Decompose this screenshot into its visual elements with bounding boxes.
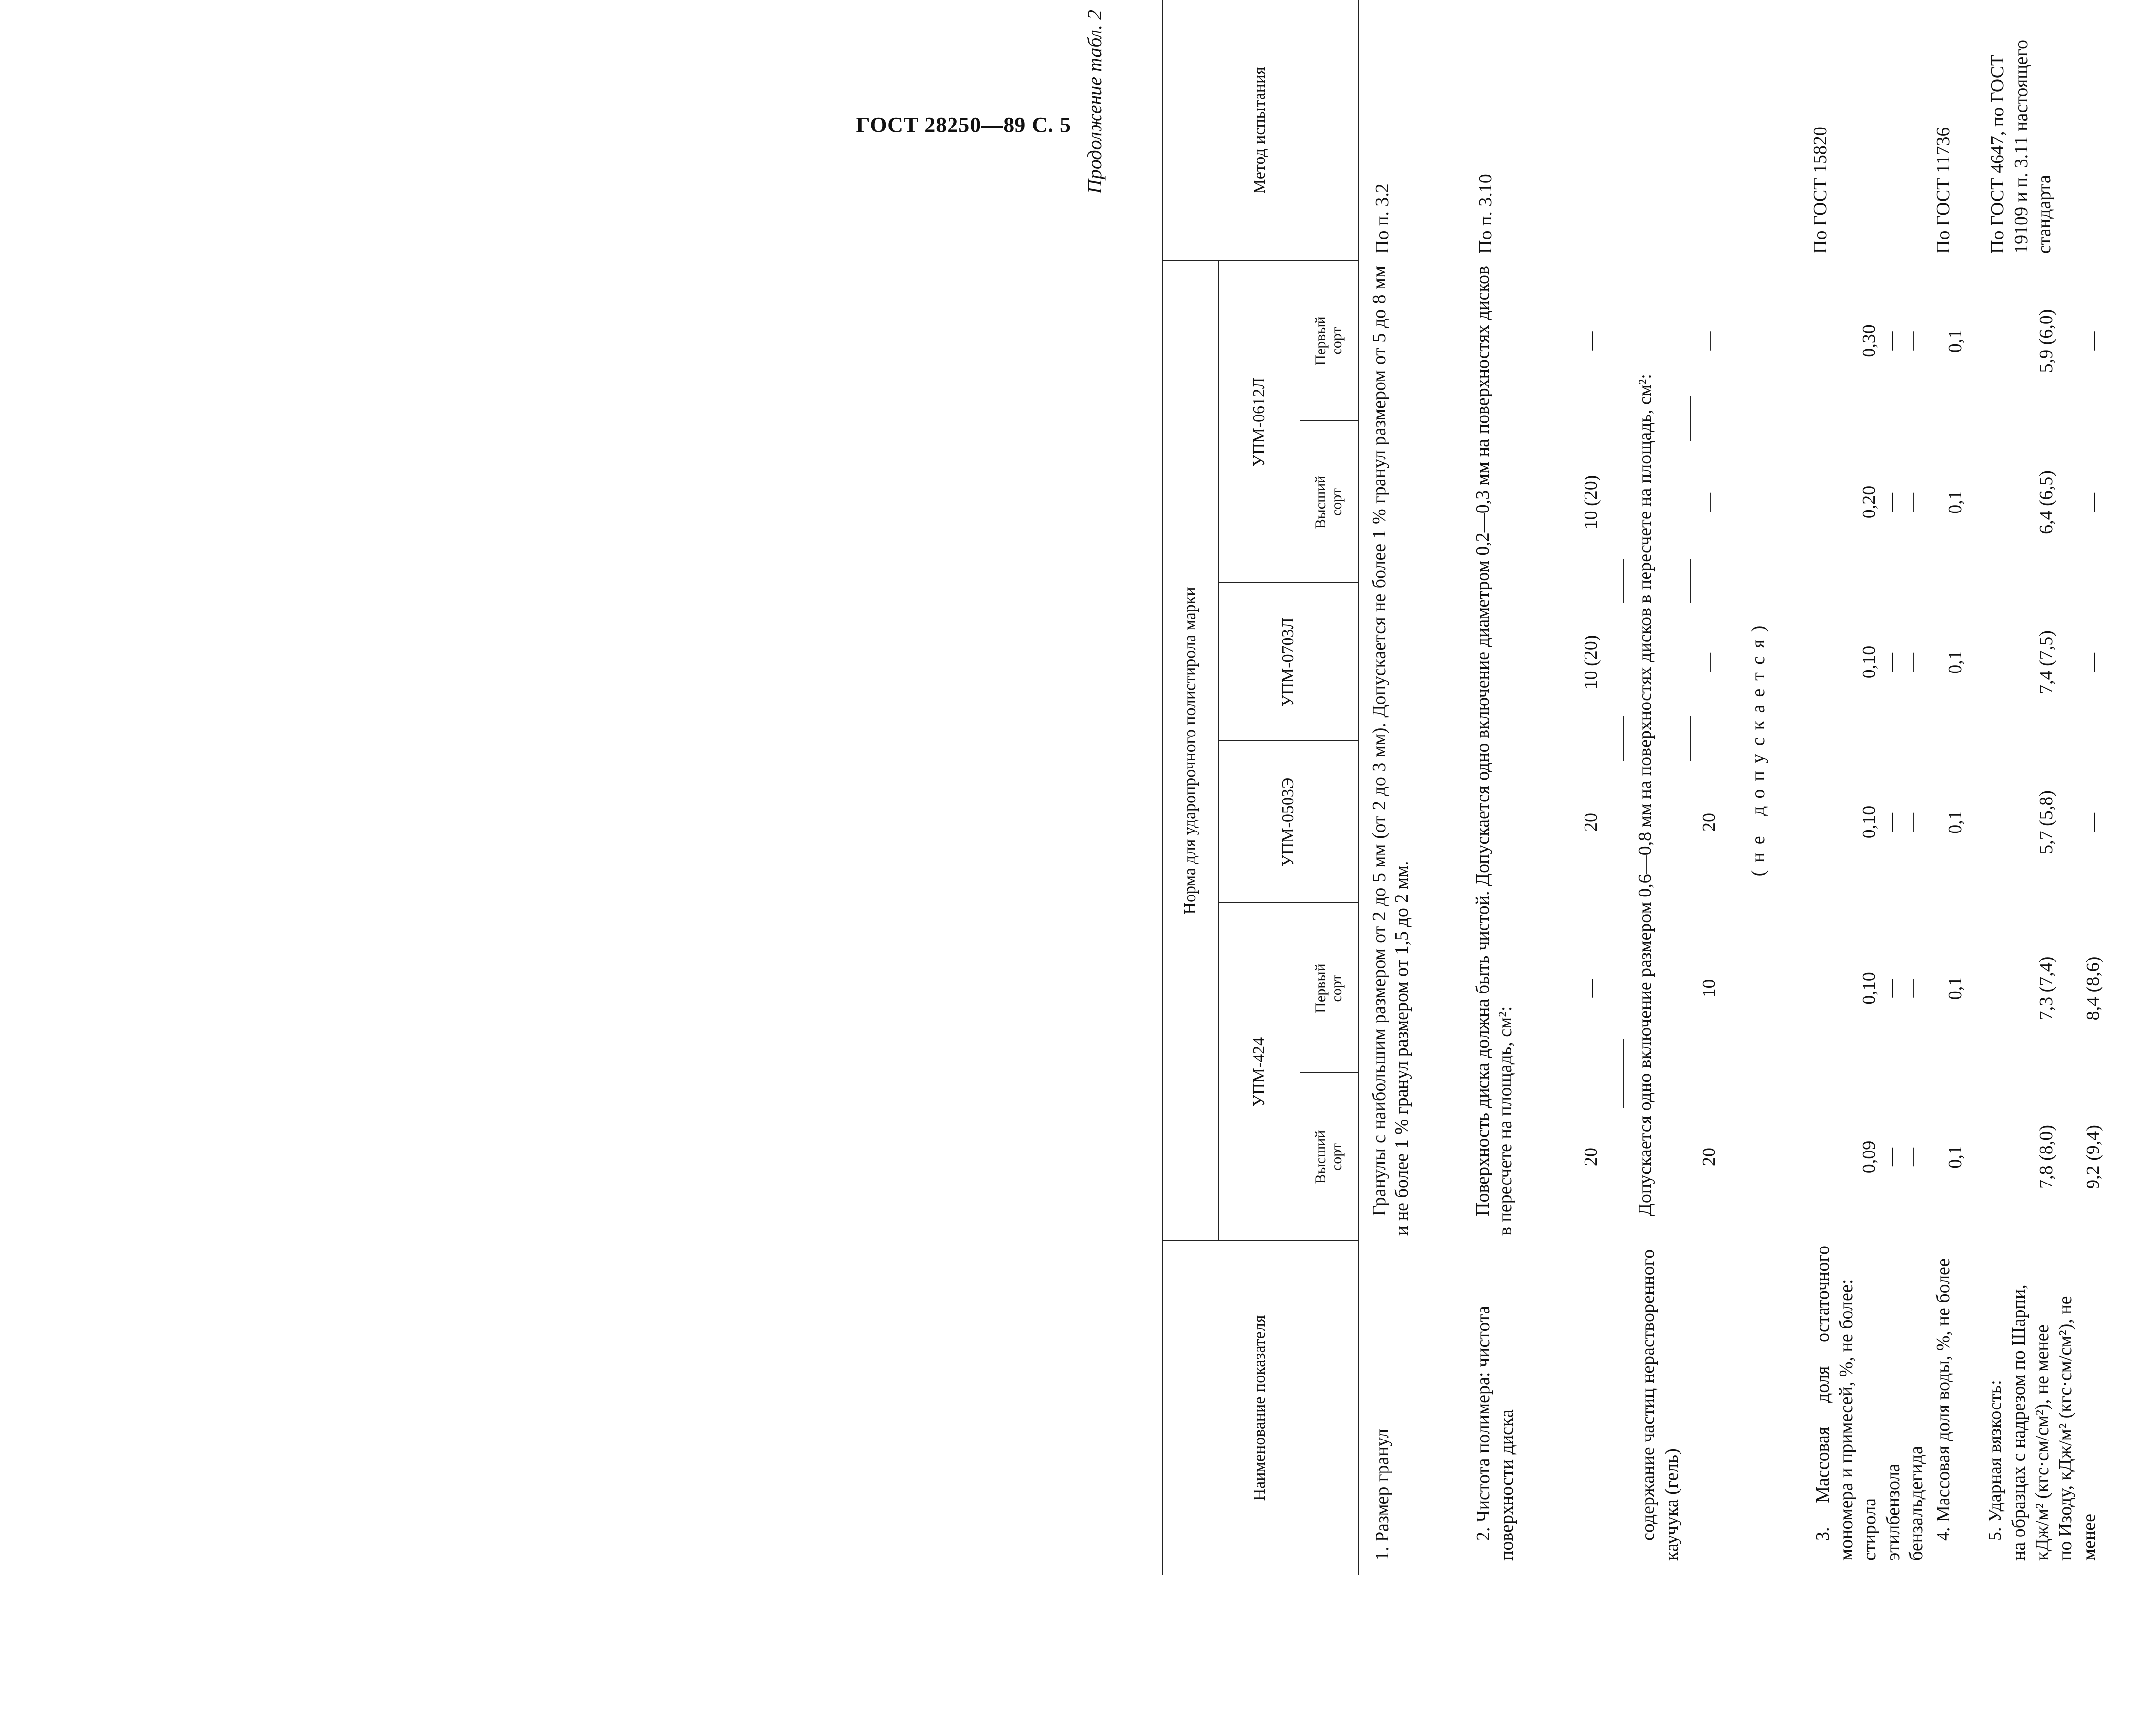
row2-name: 2. Чистота полимера: чистота поверхности диска — [1473, 1306, 1517, 1561]
row4-method: По ГОСТ 11736 — [1933, 127, 1954, 254]
row2-v5: — — [1581, 331, 1601, 351]
header-method: Метод испытания — [1250, 67, 1269, 194]
grade-upm-0612l: УПМ-0612Л — [1249, 377, 1268, 467]
row2-value-rule-2 — [1623, 716, 1624, 761]
row3-sub-ethylbenzene: этилбензола — [1882, 1463, 1903, 1561]
row2-v1: — — [1581, 979, 1601, 998]
grade-upm-424: УПМ-424 — [1249, 1037, 1268, 1107]
row4-v0: 0,1 — [1945, 1145, 1966, 1169]
row5-izod-0: 9,2 (9,4) — [2083, 1125, 2103, 1189]
row3-benz-5: — — [1902, 331, 1923, 351]
row3-name: 3. Массовая доля остаточного мономера и примесей, %, не более: — [1812, 1246, 1857, 1561]
row2b-value-rule-1 — [1690, 716, 1691, 761]
row4-v4: 0,1 — [1945, 490, 1966, 514]
row5-charpy-2: 5,7 (5,8) — [2036, 790, 2057, 854]
row5-method: По ГОСТ 4647, по ГОСТ 19109 и п. 3.11 настоящего стандарта — [1987, 40, 2055, 254]
row2-method: По п. 3.10 — [1475, 174, 1496, 254]
row4-v2: 0,1 — [1945, 810, 1966, 834]
row2-v3: 10 (20) — [1581, 635, 1601, 690]
row5-sub-izod: по Изоду, кДж/м² (кгс·см/см²), не менее — [2055, 1296, 2099, 1561]
row2b-v1: 10 — [1699, 979, 1719, 998]
row3-ethyl-0: — — [1880, 1148, 1901, 1166]
row2b-name: содержание частиц нерастворенного каучука (гель) — [1638, 1249, 1682, 1561]
row3-ethyl-3: — — [1880, 653, 1901, 672]
row2b-not-allowed: (не допускается) — [1748, 617, 1769, 877]
row5-charpy-0: 7,8 (8,0) — [2036, 1125, 2057, 1189]
page-header: ГОСТ 28250—89 С. 5 — [856, 113, 1071, 137]
row1-method: По п. 3.2 — [1372, 183, 1393, 254]
row2-value-rule-1 — [1623, 1039, 1624, 1108]
row3-styrene-0: 0,09 — [1859, 1140, 1879, 1174]
row2b-v0: 20 — [1699, 1148, 1719, 1166]
row3-ethyl-4: — — [1880, 493, 1901, 512]
row3-ethyl-2: — — [1880, 813, 1901, 832]
row3-styrene-2: 0,10 — [1859, 805, 1879, 839]
row2b-note: Допускается одно включение размером 0,6—0,8 мм на поверхностях дисков в пересчете на площадь, см²: — [1635, 374, 1655, 1216]
row3-method: По ГОСТ 15820 — [1810, 127, 1831, 254]
row4-name: 4. Массовая доля воды, %, не более — [1933, 1258, 1954, 1541]
header-bottom-rule — [1358, 0, 1359, 1575]
row3-ethyl-5: — — [1880, 331, 1901, 351]
row2b-value-rule-2 — [1690, 559, 1691, 603]
header-norm: Норма для ударопрочного полистирола марки — [1180, 587, 1199, 915]
row5-charpy-3: 7,4 (7,5) — [2036, 630, 2057, 694]
row3-benz-4: — — [1902, 493, 1923, 512]
row5-charpy-4: 6,4 (6,5) — [2036, 470, 2057, 534]
row3-benz-0: — — [1902, 1148, 1923, 1166]
row4-v3: 0,1 — [1945, 650, 1966, 674]
row5-izod-3: — — [2083, 653, 2103, 672]
row4-v1: 0,1 — [1945, 976, 1966, 1000]
row5-name: 5. Ударная вязкость: — [1985, 1380, 2005, 1541]
row2-v0: 20 — [1581, 1148, 1601, 1166]
row3-sub-styrene: стирола — [1859, 1498, 1880, 1561]
sort-top-424: Высший сорт — [1312, 1130, 1345, 1184]
sort-top-0612: Высший сорт — [1312, 475, 1345, 529]
row3-ethyl-1: — — [1880, 979, 1901, 998]
row4-v5: 0,1 — [1945, 329, 1966, 353]
row1-note: Гранулы с наибольшим размером от 2 до 5 мм (от 2 до 3 мм). Допускается не более 1 % гранул размером от 5 до 8 мм и не более 1 % гранул размером от 1,5 до 2 мм. — [1369, 266, 1412, 1236]
row3-benz-1: — — [1902, 979, 1923, 998]
row2b-v3: — — [1699, 653, 1719, 672]
grade-upm-0503e: УПМ-0503Э — [1278, 777, 1297, 867]
row3-sub-benzaldehyde: бензальдегида — [1906, 1446, 1927, 1561]
grade-upm-0703l: УПМ-0703Л — [1278, 617, 1297, 707]
row5-charpy-5: 5,9 (6,0) — [2036, 309, 2057, 373]
row3-styrene-3: 0,10 — [1859, 645, 1879, 679]
row5-izod-5: — — [2083, 331, 2103, 351]
row2b-v2: 20 — [1699, 813, 1719, 832]
row5-sub-charpy: на образцах с надрезом по Шарпи, кДж/м² (кгс·см/см²), не менее — [2008, 1284, 2053, 1561]
row2-note: Поверхность диска должна быть чистой. Допускается одно включение диаметром 0,2—0,3 мм на поверхностях дисков в пересчете на площадь, см²: — [1472, 266, 1516, 1236]
row2b-v5: — — [1699, 331, 1719, 351]
row2-value-rule-3 — [1623, 559, 1624, 603]
row5-izod-4: — — [2083, 493, 2103, 512]
row3-styrene-1: 0,10 — [1859, 972, 1879, 1005]
row2-v2: 20 — [1581, 813, 1601, 832]
row2b-value-rule-3 — [1690, 396, 1691, 441]
row2b-v4: — — [1699, 493, 1719, 512]
row3-styrene-5: 0,30 — [1859, 324, 1879, 357]
row1-name: 1. Размер гранул — [1372, 1429, 1393, 1561]
sort-first-0612: Первый сорт — [1312, 316, 1345, 366]
row5-izod-1: 8,4 (8,6) — [2083, 956, 2103, 1021]
row3-benz-2: — — [1902, 813, 1923, 832]
rotated-table — [1083, 0, 2156, 1575]
row3-benz-3: — — [1902, 653, 1923, 672]
sort-first-424: Первый сорт — [1312, 963, 1345, 1013]
header-indicator: Наименование показателя — [1250, 1315, 1269, 1501]
table-caption: Продолжение табл. 2 — [1083, 10, 1106, 194]
row2-v4: 10 (20) — [1581, 475, 1601, 530]
row3-styrene-4: 0,20 — [1859, 485, 1879, 519]
row5-izod-2: — — [2083, 813, 2103, 832]
row5-charpy-1: 7,3 (7,4) — [2036, 956, 2057, 1021]
